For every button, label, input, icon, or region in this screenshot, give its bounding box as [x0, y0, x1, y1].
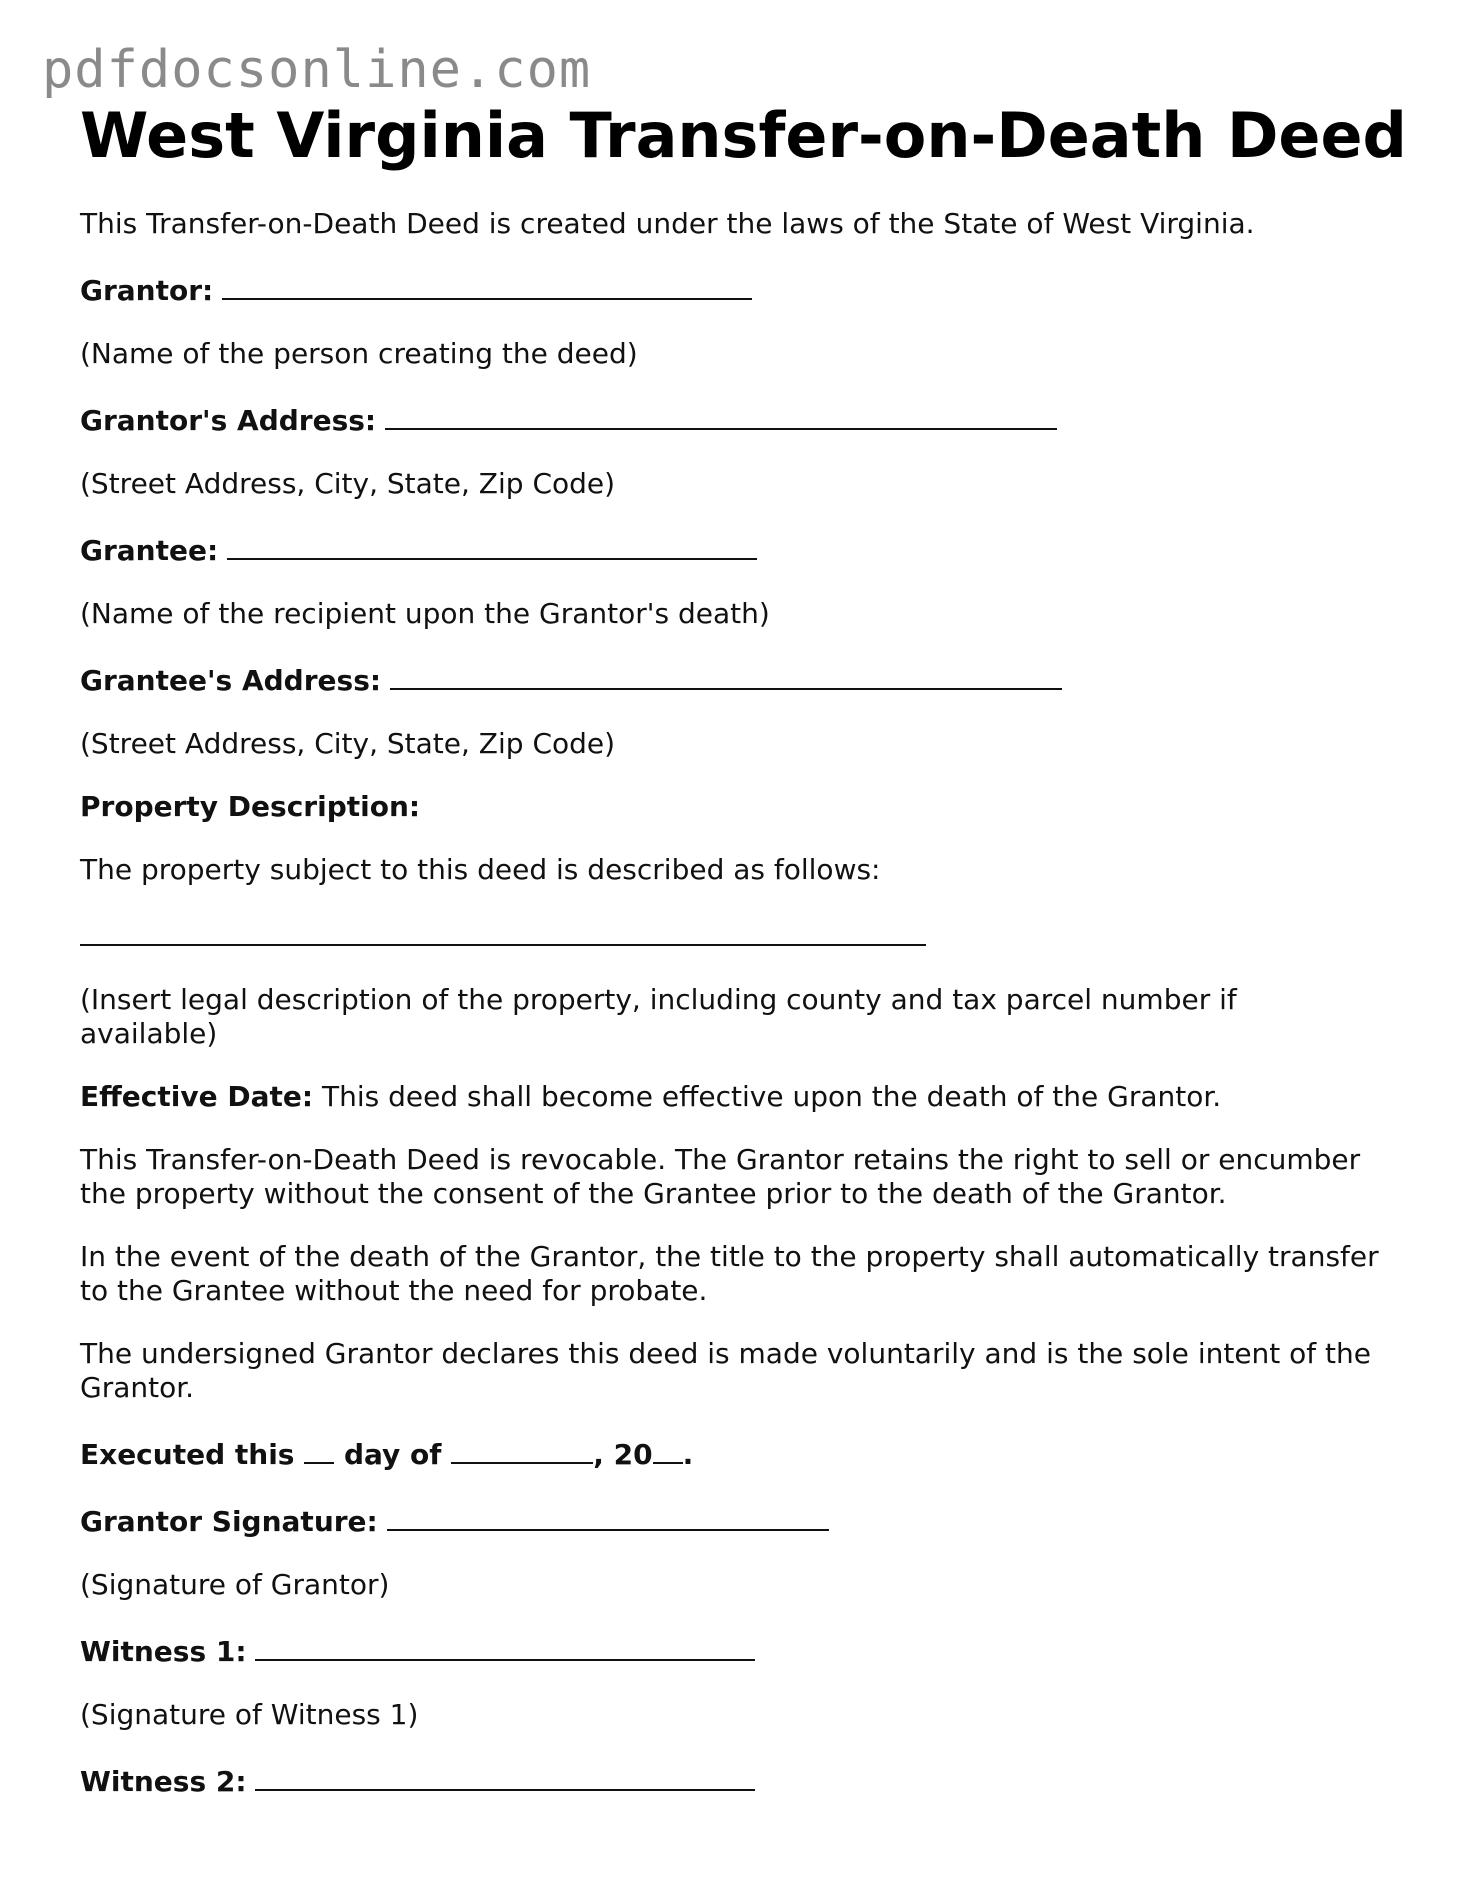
- voluntary-text: The undersigned Grantor declares this deed is made voluntarily and is the sole intent of the Grantor.: [80, 1337, 1372, 1405]
- property-text: The property subject to this deed is described as follows:: [80, 853, 881, 887]
- executed-mid1: day of: [334, 1438, 452, 1472]
- grantor-signature-field[interactable]: [387, 1501, 829, 1531]
- grantor-address-hint: (Street Address, City, State, Zip Code): [80, 467, 616, 501]
- page-title: West Virginia Transfer-on-Death Deed: [80, 99, 1407, 172]
- executed-row: [80, 1434, 1380, 1472]
- grantor-signature-label: Grantor Signature:: [80, 1505, 378, 1539]
- property-hint: (Insert legal description of the property, including county and tax parcel number if available): [80, 983, 1237, 1051]
- witness2-row: [80, 1761, 1380, 1799]
- witness1-hint: (Signature of Witness 1): [80, 1698, 419, 1732]
- death-transfer-text: In the event of the death of the Grantor, the title to the property shall automatically transfer to the Grantee without the need for probate.: [80, 1240, 1379, 1308]
- grantor-hint: (Name of the person creating the deed): [80, 337, 638, 371]
- document-body: [80, 99, 1407, 1828]
- executed-day-field[interactable]: [304, 1434, 334, 1464]
- grantor-field[interactable]: [222, 270, 752, 300]
- witness1-field[interactable]: [255, 1631, 755, 1661]
- grantee-row: [80, 530, 1380, 568]
- witness2-field[interactable]: [255, 1761, 755, 1791]
- grantor-signature-hint: (Signature of Grantor): [80, 1568, 390, 1602]
- witness1-row: [80, 1631, 1380, 1669]
- grantor-signature-row: [80, 1501, 1380, 1539]
- grantor-address-field[interactable]: [385, 400, 1057, 430]
- witness1-label: Witness 1:: [80, 1635, 247, 1669]
- grantee-address-hint: (Street Address, City, State, Zip Code): [80, 727, 616, 761]
- grantor-address-row: [80, 400, 1380, 438]
- executed-line: [80, 1438, 693, 1471]
- property-row: [80, 916, 1380, 954]
- property-heading: [80, 790, 1380, 824]
- grantor-label: Grantor:: [80, 274, 214, 308]
- grantee-address-field[interactable]: [390, 660, 1062, 690]
- witness2-label: Witness 2:: [80, 1765, 247, 1799]
- effective-date-row: [80, 1080, 1380, 1114]
- intro-text: This Transfer-on-Death Deed is created under the laws of the State of West Virginia.: [80, 207, 1255, 241]
- grantee-address-label: Grantee's Address:: [80, 664, 382, 698]
- effective-date-text: This deed shall become effective upon the death of the Grantor.: [313, 1080, 1222, 1114]
- watermark: pdfdocsonline.com: [42, 40, 592, 100]
- executed-prefix: Executed this: [80, 1438, 305, 1472]
- grantee-hint: (Name of the recipient upon the Grantor's death): [80, 597, 770, 631]
- grantor-row: [80, 270, 1380, 308]
- effective-date-label: Effective Date:: [80, 1080, 314, 1114]
- grantee-label: Grantee:: [80, 534, 219, 568]
- executed-month-field[interactable]: [451, 1434, 593, 1464]
- property-label: Property Description:: [80, 790, 421, 824]
- executed-suffix: .: [682, 1438, 694, 1472]
- executed-year-field[interactable]: [653, 1434, 683, 1464]
- grantee-field[interactable]: [227, 530, 757, 560]
- executed-mid2: , 20: [593, 1438, 653, 1472]
- grantor-address-label: Grantor's Address:: [80, 404, 377, 438]
- revocable-text: This Transfer-on-Death Deed is revocable. The Grantor retains the right to sell or encumber the property without the consent of the Grantee prior to the death of the Grantor.: [80, 1143, 1361, 1211]
- grantee-address-row: [80, 660, 1380, 698]
- property-description-field[interactable]: [80, 916, 926, 946]
